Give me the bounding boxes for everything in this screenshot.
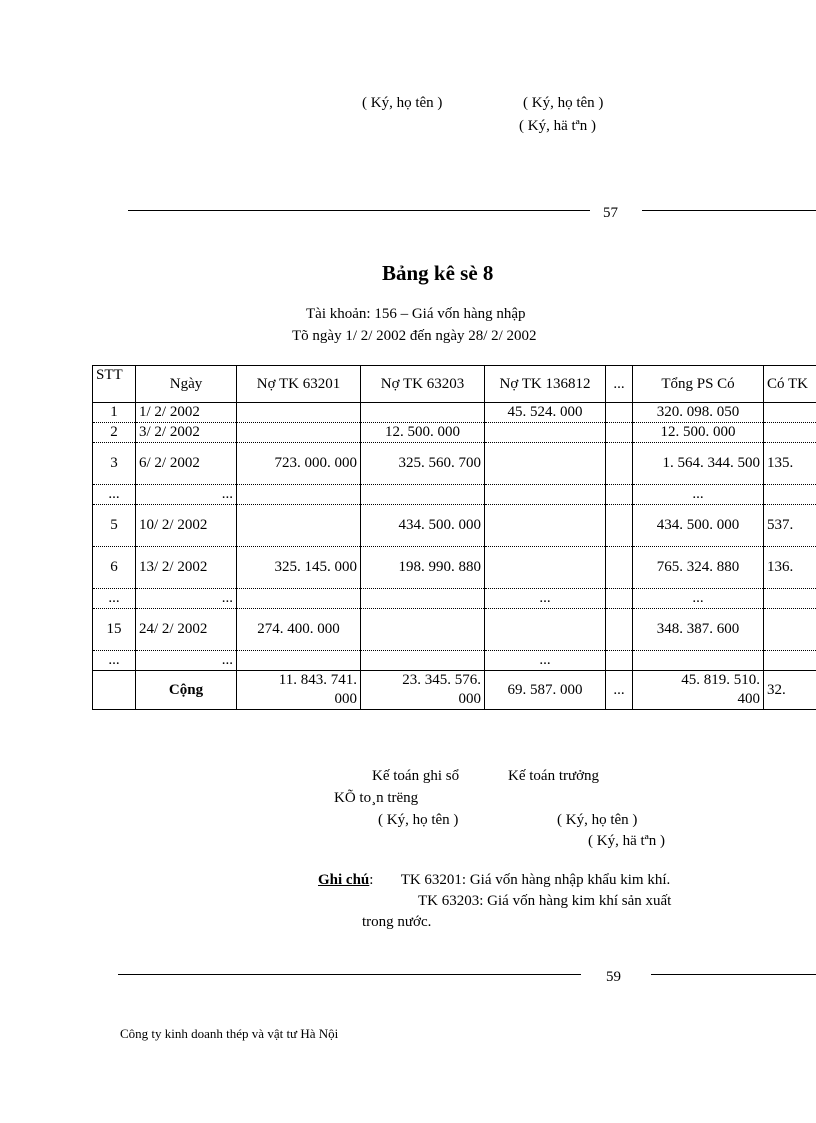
table-cell	[606, 403, 633, 423]
table-cell: 3/ 2/ 2002	[136, 423, 237, 443]
column-header: STT	[93, 366, 136, 403]
table-cell	[485, 443, 606, 485]
bottom-signature-1: ( Ký, họ tên )	[378, 812, 459, 828]
table-cell: 2	[93, 423, 136, 443]
note-line-1	[318, 872, 670, 889]
role-chief-accountant-garbled: KÕ to¸n trëng	[334, 790, 419, 806]
top-signature-2: ( Ký, họ tên )	[523, 95, 604, 111]
table-cell	[237, 423, 361, 443]
table-cell: 537.	[764, 505, 816, 547]
table-row	[93, 589, 816, 609]
table-cell: 24/ 2/ 2002	[136, 609, 237, 651]
table-cell	[485, 609, 606, 651]
table-cell: 32.	[764, 671, 816, 710]
table-header-row	[93, 366, 816, 403]
table-cell	[237, 403, 361, 423]
table-cell	[606, 485, 633, 505]
table-cell: 434. 500. 000	[361, 505, 485, 547]
table-cell: 15	[93, 609, 136, 651]
table-cell: 136.	[764, 547, 816, 589]
note-colon: :	[369, 872, 374, 888]
column-header: Tổng PS Có	[633, 366, 764, 403]
column-header: Nợ TK 63203	[361, 366, 485, 403]
page-number: 59	[606, 969, 621, 985]
table-cell: 45. 819. 510. 400	[633, 671, 764, 710]
table-row	[93, 443, 816, 485]
ledger-table	[92, 365, 816, 710]
table-cell	[606, 443, 633, 485]
table-cell: 12. 500. 000	[633, 423, 764, 443]
page-divider-left	[118, 974, 581, 975]
table-cell	[485, 423, 606, 443]
table-row	[93, 547, 816, 589]
table-cell: 6	[93, 547, 136, 589]
table-cell: ...	[136, 589, 237, 609]
table-cell	[606, 609, 633, 651]
total-label: Cộng	[136, 671, 237, 710]
table-row	[93, 651, 816, 671]
table-cell	[606, 589, 633, 609]
table-row	[93, 609, 816, 651]
column-header: Ngày	[136, 366, 237, 403]
table-cell	[93, 671, 136, 710]
table-cell	[764, 423, 816, 443]
page-number: 57	[603, 205, 618, 221]
table-cell	[361, 589, 485, 609]
table-cell	[237, 589, 361, 609]
table-cell: 23. 345. 576. 000	[361, 671, 485, 710]
table-cell	[606, 505, 633, 547]
column-header: Nợ TK 63201	[237, 366, 361, 403]
table-row	[93, 485, 816, 505]
table-cell	[606, 547, 633, 589]
table-cell	[764, 589, 816, 609]
table-cell	[764, 403, 816, 423]
page-title: Bảng kê sè 8	[382, 261, 494, 285]
table-cell: ...	[633, 589, 764, 609]
table-cell	[237, 505, 361, 547]
table-cell	[485, 505, 606, 547]
note-text-1: TK 63201: Giá vốn hàng nhập khẩu kim khí.	[400, 872, 671, 888]
column-header: Có TK	[764, 366, 816, 403]
table-cell: ...	[485, 651, 606, 671]
table-cell	[485, 485, 606, 505]
table-cell: 135.	[764, 443, 816, 485]
table-cell: 1/ 2/ 2002	[136, 403, 237, 423]
bottom-signature-2: ( Ký, họ tên )	[557, 812, 638, 828]
period-subtitle: Tõ ngày 1/ 2/ 2002 đến ngày 28/ 2/ 2002	[292, 328, 537, 344]
table-cell: 325. 145. 000	[237, 547, 361, 589]
table-cell: 6/ 2/ 2002	[136, 443, 237, 485]
table-total-row	[93, 671, 816, 710]
table-cell	[237, 651, 361, 671]
table-cell	[361, 485, 485, 505]
table-cell: ...	[93, 651, 136, 671]
table-cell: ...	[485, 589, 606, 609]
table-cell: ...	[633, 485, 764, 505]
account-subtitle: Tài khoản: 156 – Giá vốn hàng nhập	[306, 306, 526, 322]
table-cell: 69. 587. 000	[485, 671, 606, 710]
top-signature-3: ( Ký, hä tªn )	[519, 118, 597, 134]
table-cell	[361, 609, 485, 651]
company-footer: Công ty kinh doanh thép và vật tư Hà Nội	[120, 1026, 339, 1041]
page-divider-right	[642, 210, 816, 211]
role-bookkeeper: Kế toán ghi sổ	[372, 768, 460, 784]
table-cell: 12. 500. 000	[361, 423, 485, 443]
page-divider-left	[128, 210, 590, 211]
table-cell	[633, 651, 764, 671]
table-cell	[606, 423, 633, 443]
role-chief-accountant: Kế toán trưởng	[508, 768, 600, 784]
bottom-signature-3: ( Ký, hä tªn )	[588, 833, 666, 849]
table-cell	[485, 547, 606, 589]
top-signature-1: ( Ký, họ tên )	[362, 95, 443, 111]
table-cell: 1. 564. 344. 500	[633, 443, 764, 485]
table-row	[93, 423, 816, 443]
table-cell	[606, 651, 633, 671]
table-cell: 434. 500. 000	[633, 505, 764, 547]
table-cell: 723. 000. 000	[237, 443, 361, 485]
table-row	[93, 403, 816, 423]
table-cell: 11. 843. 741. 000	[237, 671, 361, 710]
table-cell: ...	[136, 485, 237, 505]
table-cell: 320. 098. 050	[633, 403, 764, 423]
table-cell: 348. 387. 600	[633, 609, 764, 651]
table-cell	[764, 485, 816, 505]
table-cell	[361, 651, 485, 671]
page-divider-right	[651, 974, 816, 975]
table-cell: ...	[606, 671, 633, 710]
table-cell: 5	[93, 505, 136, 547]
note-text-3: trong nước.	[362, 914, 432, 930]
column-header: Nợ TK 136812	[485, 366, 606, 403]
table-cell: 10/ 2/ 2002	[136, 505, 237, 547]
table-cell	[361, 403, 485, 423]
table-cell: 325. 560. 700	[361, 443, 485, 485]
table-cell	[764, 609, 816, 651]
table-cell: 274. 400. 000	[237, 609, 361, 651]
table-cell: 13/ 2/ 2002	[136, 547, 237, 589]
table-cell: 1	[93, 403, 136, 423]
table-cell	[764, 651, 816, 671]
table-cell: ...	[93, 485, 136, 505]
table-cell	[237, 485, 361, 505]
table-cell: ...	[93, 589, 136, 609]
note-label: Ghi chú	[318, 872, 370, 888]
column-header: ...	[606, 366, 633, 403]
table-cell: ...	[136, 651, 237, 671]
table-cell: 765. 324. 880	[633, 547, 764, 589]
table-row	[93, 505, 816, 547]
note-text-2: TK 63203: Giá vốn hàng kim khí sản xuất	[418, 893, 672, 909]
table-cell: 198. 990. 880	[361, 547, 485, 589]
table-cell: 3	[93, 443, 136, 485]
table-cell: 45. 524. 000	[485, 403, 606, 423]
